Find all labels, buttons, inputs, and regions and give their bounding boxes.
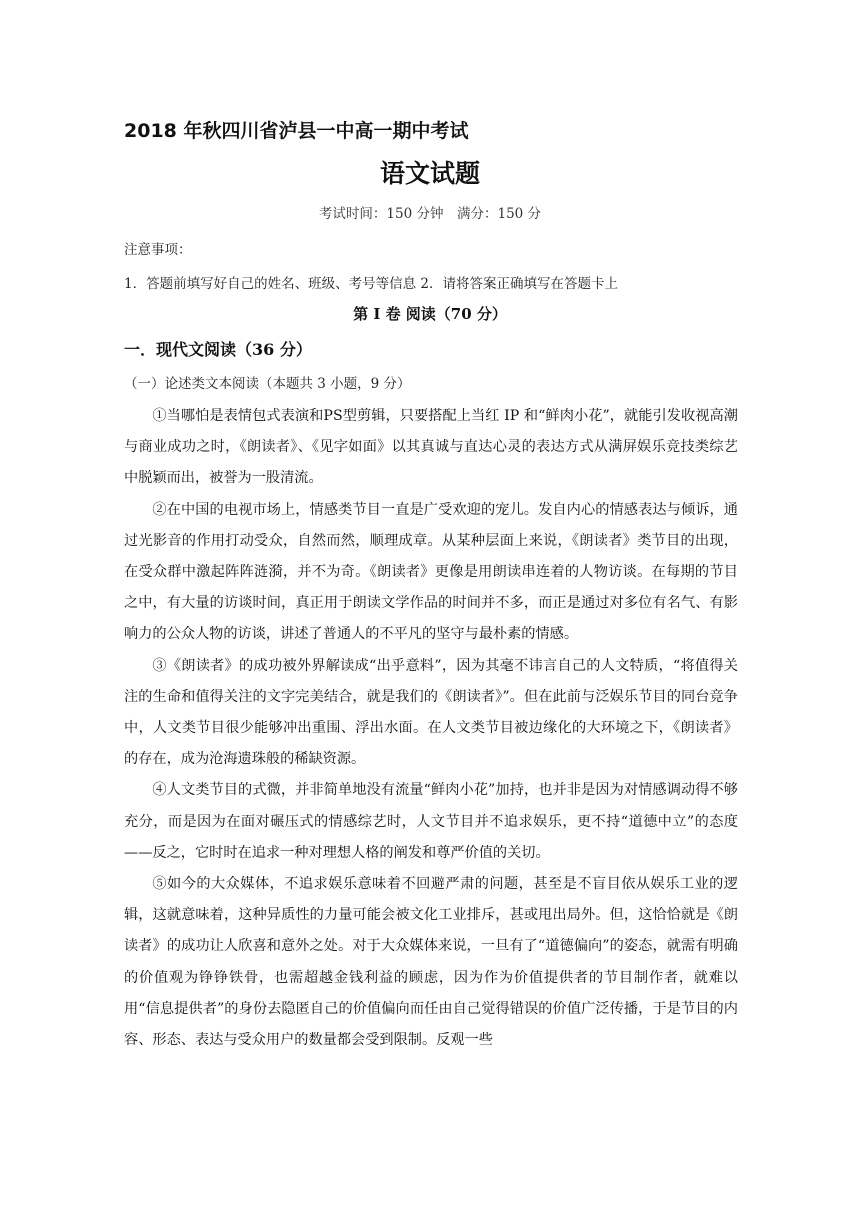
notes-heading: 注意事项： bbox=[124, 242, 192, 258]
passage-paragraph-2: ②在中国的电视市场上，情感类节目一直是广受欢迎的宠儿。发自内心的情感表达与倾诉，通过光影音的作用打动受众，自然而然，顺理成章。从某种层面上来说，《朗读者》类节目的出现，在受众群中激起阵阵涟漪，并不为奇。《朗读者》更像是用朗读串连着的人物访谈。在每期的节目之中，有大量的访谈时间，真正用于朗读文学作品的时间并不多，而正是通过对多位有名气、有影响力的公众人物的访谈，讲述了普通人的不平凡的坚守与最朴素的情感。 bbox=[124, 501, 738, 643]
reading-passage bbox=[124, 401, 738, 1056]
subject-title: 语文试题 bbox=[379, 159, 480, 188]
part-one-title: 第 I 卷 阅读（70 分） bbox=[353, 305, 507, 323]
exam-time-and-score: 考试时间：150 分钟 满分：150 分 bbox=[318, 206, 542, 222]
notes-text: 1．答题前填写好自己的姓名、班级、考号等信息 2．请将答案正确填写在答题卡上 bbox=[124, 276, 618, 292]
section-one-title: 一．现代文阅读（36 分） bbox=[124, 340, 312, 359]
passage-paragraph-5: ⑤如今的大众媒体，不追求娱乐意味着不回避严肃的问题，甚至是不盲目依从娱乐工业的逻辑，这就意味着，这种异质性的力量可能会被文化工业排斥，甚或甩出局外。但，这恰恰就是《朗读者》的成功让人欣喜和意外之处。对于大众媒体来说，一旦有了“道德偏向”的姿态，就需有明确的价值观为铮铮铁骨，也需超越金钱利益的顾虑，因为作为价值提供者的节目制作者，就难以用“信息提供者”的身份去隐匿自己的价值偏向而任由自己觉得错误的价值广泛传播，于是节目的内容、形态、表达与受众用户的数量都会受到限制。反观一些 bbox=[124, 876, 738, 1049]
passage-paragraph-1: ①当哪怕是表情包式表演和PS型剪辑，只要搭配上当红 IP 和“鲜肉小花”，就能引发收视高潮与商业成功之时，《朗读者》、《见字如面》以其真诚与直达心灵的表达方式从满屏娱乐竞技类综艺中脱颖而出，被誉为一股清流。 bbox=[124, 408, 738, 487]
passage-paragraph-4: ④人文类节目的式微，并非简单地没有流量“鲜肉小花”加持，也并非是因为对情感调动得不够充分，而是因为在面对碾压式的情感综艺时，人文节目并不追求娱乐，更不持“道德中立”的态度——反之，它时时在追求一种对理想人格的阐发和尊严价值的关切。 bbox=[124, 782, 738, 861]
passage-paragraph-3: ③《朗读者》的成功被外界解读成“出乎意料”，因为其毫不讳言自己的人文特质，“将值得关注的生命和值得关注的文字完美结合，就是我们的《朗读者》”。但在此前与泛娱乐节目的同台竞争中，人文类节目很少能够冲出重围、浮出水面。在人文类节目被边缘化的大环境之下，《朗读者》的存在，成为沧海遗珠般的稀缺资源。 bbox=[124, 657, 738, 768]
subsection-title: （一）论述类文本阅读（本题共 3 小题，9 分） bbox=[124, 376, 411, 392]
exam-name-heading: 2018 年秋四川省泸县一中高一期中考试 bbox=[124, 120, 469, 142]
